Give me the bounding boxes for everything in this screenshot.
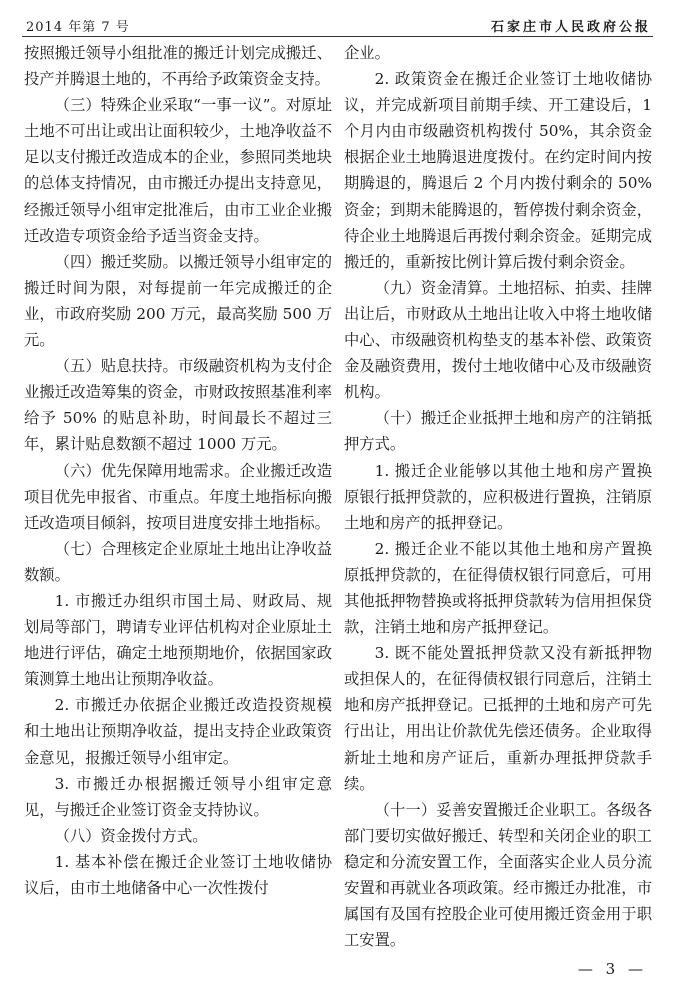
paragraph: （十一）妥善安置搬迁企业职工。各级各部门要切实做好搬迁、转型和关闭企业的职工稳定和分流安置工作，全面落实企业人员分流安置和再就业各项政策。经市搬迁办批准，市属国有及国有控股企业可使用搬迁资金用于职工安置。	[344, 800, 652, 950]
paragraph: 1. 市搬迁办组织市国土局、财政局、规划局等部门，聘请专业评估机构对企业原址土地进行评估，确定土地预期地价，依据国家政策测算土地出让预期净收益。	[24, 591, 332, 689]
paragraph: （四）搬迁奖励。以搬迁领导小组审定的搬迁时间为限，对每提前一年完成搬迁的企业，市政府奖励 200 万元，最高奖励 500 万元。	[24, 252, 332, 350]
paragraph: 2. 市搬迁办依据企业搬迁改造投资规模和土地出让预期净收益，提出支持企业政策资金意见，报搬迁领导小组审定。	[24, 696, 332, 767]
paragraph: 2. 搬迁企业不能以其他土地和房产置换原抵押贷款的，在征得债权银行同意后，可用其他抵押物替换或将抵押贷款转为信用担保贷款，注销土地和房产抵押登记。	[344, 539, 652, 637]
paragraph: （六）优先保障用地需求。企业搬迁改造项目优先申报省、市重点。年度土地指标向搬迁改造项目倾斜，按项目进度安排土地指标。	[24, 461, 332, 532]
right-column	[344, 40, 652, 953]
paragraph: 2. 政策资金在搬迁企业签订土地收储协议，并完成新项目前期手续、开工建设后，1 个月内由市级融资机构拨付 50%，其余资金根据企业土地腾退进度拨付。在约定时间内按期腾退的，腾退后 2 个月内拨付剩余的 50% 资金；到期未能腾退的，暂停拨付剩余资金，待企业土地腾退后再拨付剩余资金。延期完成搬迁的，重新按比例计算后拨付剩余资金。	[344, 70, 652, 271]
paragraph: 企业。	[344, 44, 390, 62]
paragraph: 按照搬迁领导小组批准的搬迁计划完成搬迁、投产并腾退土地的，不再给予政策资金支持。	[24, 44, 332, 89]
paragraph: （五）贴息扶持。市级融资机构为支付企业搬迁改造筹集的资金，市财政按照基准利率给予 50% 的贴息补助，时间最长不超过三年，累计贴息数额不超过 1000 万元。	[24, 357, 332, 454]
left-column	[24, 40, 332, 901]
page-number: — 3 —	[577, 960, 647, 978]
paragraph: 3. 既不能处置抵押贷款又没有新抵押物或担保人的，在征得债权银行同意后，注销土地和房产抵押登记。已抵押的土地和房产可先行出让，用出让价款优先偿还债务。企业取得新址土地和房产证后，重新办理抵押贷款手续。	[344, 644, 652, 793]
publication-title: 石家庄市人民政府公报	[490, 20, 651, 35]
issue-label: 2014 年第 7 号	[26, 20, 130, 35]
paragraph: （三）特殊企业采取“一事一议”。对原址土地不可出让或出让面积较少，土地净收益不足以支付搬迁改造成本的企业，参照同类地块的总体支持情况，由市搬迁办提出支持意见，经搬迁领导小组审定批准后，由市工业企业搬迁改造专项资金给予适当资金支持。	[24, 96, 332, 245]
paragraph: 1. 基本补偿在搬迁企业签订土地收储协议后，由市土地储备中心一次性拨付	[24, 852, 332, 897]
paragraph: 3. 市搬迁办根据搬迁领导小组审定意见，与搬迁企业签订资金支持协议。	[24, 774, 332, 819]
paragraph: （七）合理核定企业原址土地出让净收益数额。	[24, 539, 332, 584]
paragraph: （八）资金拨付方式。	[54, 826, 208, 845]
paragraph: （九）资金清算。土地招标、拍卖、挂牌出让后，市财政从土地出让收入中将土地收储中心、市级融资机构垫支的基本补偿、政策资金及融资费用，拨付土地收储中心及市级融资机构。	[344, 278, 652, 402]
paragraph: 1. 搬迁企业能够以其他土地和房产置换原银行抵押贷款的，应积极进行置换，注销原土地和房产的抵押登记。	[344, 461, 652, 532]
paragraph: （十）搬迁企业抵押土地和房产的注销抵押方式。	[344, 409, 652, 454]
page-header	[22, 6, 653, 37]
